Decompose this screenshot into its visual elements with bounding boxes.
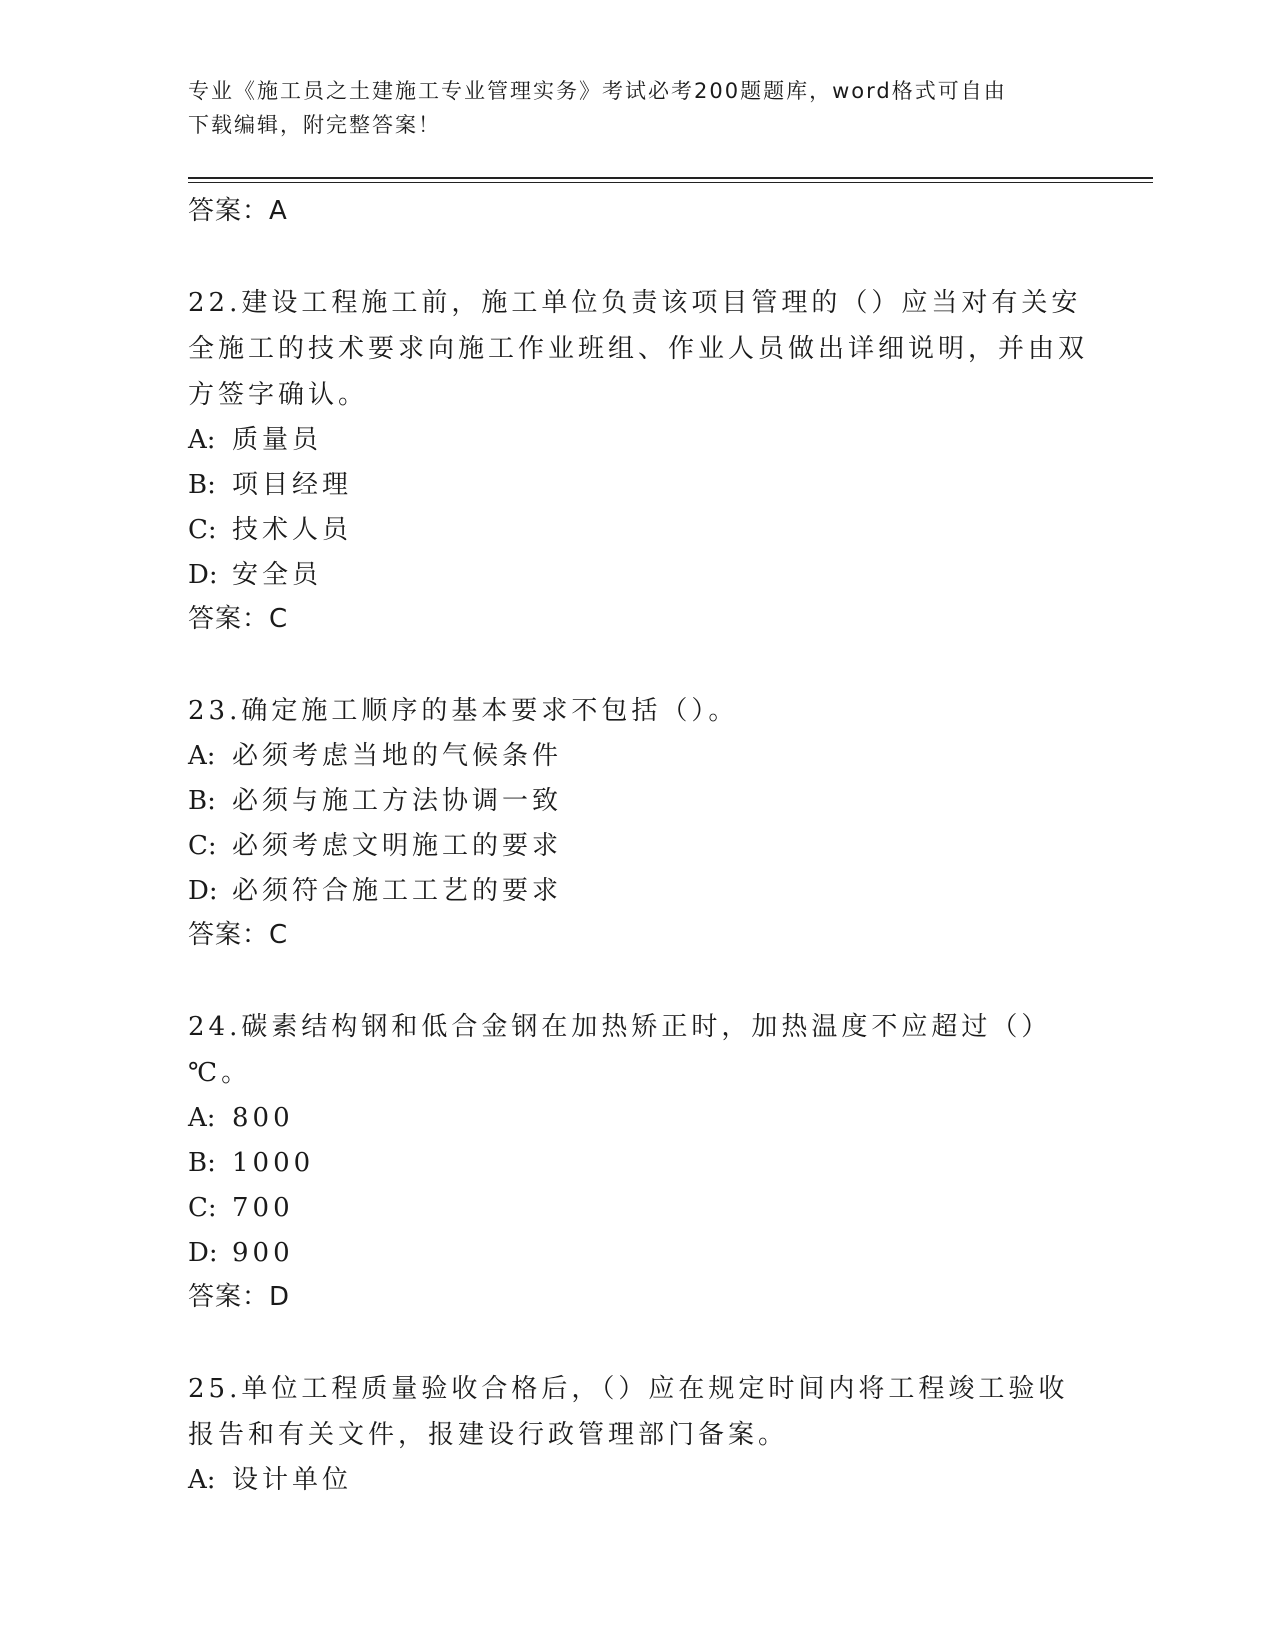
option-a [188,1096,1088,1141]
option-b [188,1141,1088,1186]
option-text: 必须与施工方法协调一致 [232,786,563,816]
option-a [188,418,1088,463]
question-text: 25.单位工程质量验收合格后，（）应在规定时间内将工程竣工验收报告和有关文件，报建设行政管理部门备案。 [188,1374,1069,1450]
option-key: A: [188,1103,216,1133]
option-key: D: [188,560,218,590]
header-divider-thick [188,177,1153,179]
option-text: 1000 [232,1148,315,1178]
option-text: 900 [232,1238,294,1268]
option-d [188,553,1088,598]
question-text: 22.建设工程施工前，施工单位负责该项目管理的（）应当对有关安全施工的技术要求向施工作业班组、作业人员做出详细说明，并由双方签字确认。 [188,288,1089,410]
question-item [188,280,1088,640]
option-key: C: [188,831,217,861]
option-key: C: [188,515,217,545]
option-key: D: [188,1238,218,1268]
question-item [188,1366,1088,1503]
option-text: 质量员 [232,425,323,455]
option-a [188,1458,1088,1503]
answer-line: 答案：A [188,196,288,226]
option-c [188,508,1088,553]
option-c [188,824,1088,869]
question-list [188,190,1088,1503]
option-c [188,1186,1088,1231]
question-item [188,688,1088,956]
option-key: A: [188,425,216,455]
option-d [188,1231,1088,1276]
option-d [188,869,1088,914]
option-text: 700 [232,1193,294,1223]
option-text: 安全员 [232,560,323,590]
question-text: 24.碳素结构钢和低合金钢在加热矫正时，加热温度不应超过（）℃。 [188,1012,1052,1088]
header-line-1: 专业《施工员之土建施工专业管理实务》考试必考200题题库，word格式可自由 [188,79,1007,103]
option-a [188,734,1088,779]
option-text: 项目经理 [232,470,353,500]
option-key: B: [188,786,216,816]
header-line-2: 下载编辑，附完整答案！ [188,113,441,137]
option-text: 技术人员 [232,515,353,545]
question-item [188,1004,1088,1318]
question-text: 23.确定施工顺序的基本要求不包括（）。 [188,696,739,726]
option-key: A: [188,741,216,771]
option-b [188,779,1088,824]
option-key: C: [188,1193,217,1223]
option-key: B: [188,470,216,500]
option-text: 必须符合施工工艺的要求 [232,876,563,906]
option-text: 必须考虑当地的气候条件 [232,741,563,771]
option-key: D: [188,876,218,906]
option-key: A: [188,1465,216,1495]
option-text: 800 [232,1103,294,1133]
answer-line: 答案：C [188,920,289,950]
option-key: B: [188,1148,216,1178]
document-header [188,74,1068,142]
option-b [188,463,1088,508]
answer-line: 答案：C [188,604,289,634]
header-divider-thin [188,182,1153,183]
answer-line: 答案：D [188,1282,291,1312]
option-text: 设计单位 [232,1465,353,1495]
option-text: 必须考虑文明施工的要求 [232,831,563,861]
